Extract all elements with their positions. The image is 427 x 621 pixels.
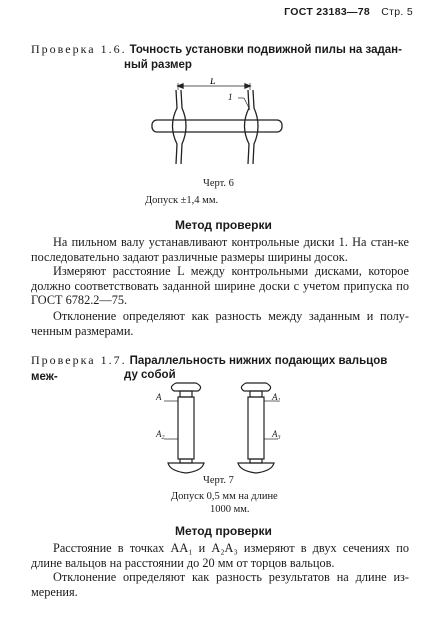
check-title: Точность установки подвижной пилы на задан- <box>129 44 402 56</box>
section-1-6-title-cont: ный размер <box>124 59 192 71</box>
method-heading-2: Метод проверки <box>175 524 272 538</box>
figure-7-feed-rollers-diagram <box>154 381 290 481</box>
page-number: Стр. 5 <box>381 6 413 18</box>
method-1-paragraph-3: Отклонение определяют как разность между заданным и полу-ченным размерами. <box>31 309 409 338</box>
point-label-A3: $A_3$ <box>272 429 281 441</box>
check-title: Параллельность нижних подающих вальцов меж- <box>31 355 388 383</box>
method-2-paragraph-1: Расстояние в точках AA₁ и A₂A₃ измеряют в двух сечениях по длине вальцов на расстоянии до 20 мм от торцов вальцов. <box>31 541 409 570</box>
dimension-label-L: L <box>210 78 216 87</box>
figure-7-tolerance-line1: Допуск 0,5 мм на длине <box>171 491 278 502</box>
point-label-A: A <box>156 392 162 402</box>
page-header <box>284 6 413 18</box>
document-number: ГОСТ 23183—78 <box>284 6 371 18</box>
figure-6-caption: Черт. 6 <box>203 178 234 189</box>
section-1-7-title-cont: ду собой <box>124 369 176 381</box>
figure-7-tolerance-line2: 1000 мм. <box>210 504 250 515</box>
part-label-1: 1 <box>228 92 233 102</box>
figure-6-tolerance: Допуск ±1,4 мм. <box>145 195 219 206</box>
method-1-paragraph-1: На пильном валу устанавливают контрольные диски 1. На стан-ке последовательно задают различные размеры ширины досок. <box>31 235 409 264</box>
method-2-paragraph-2: Отклонение определяют как разность результатов на длине из-мерения. <box>31 570 409 599</box>
point-label-A1: $A_1$ <box>272 392 281 404</box>
figure-7-caption: Черт. 7 <box>203 475 234 486</box>
check-label: Проверка 1.6. <box>31 42 127 56</box>
check-label: Проверка 1.7. <box>31 353 127 367</box>
section-1-6 <box>31 42 411 58</box>
method-1-paragraph-2: Измеряют расстояние L между контрольными дисками, которое должно соответствовать заданной ширине доски с учетом припуска по ГОСТ 6782.2—75. <box>31 264 409 307</box>
figure-6-saw-shaft-diagram <box>150 78 290 176</box>
method-heading-1: Метод проверки <box>175 218 272 232</box>
point-label-A2: $A_2$ <box>156 429 165 441</box>
